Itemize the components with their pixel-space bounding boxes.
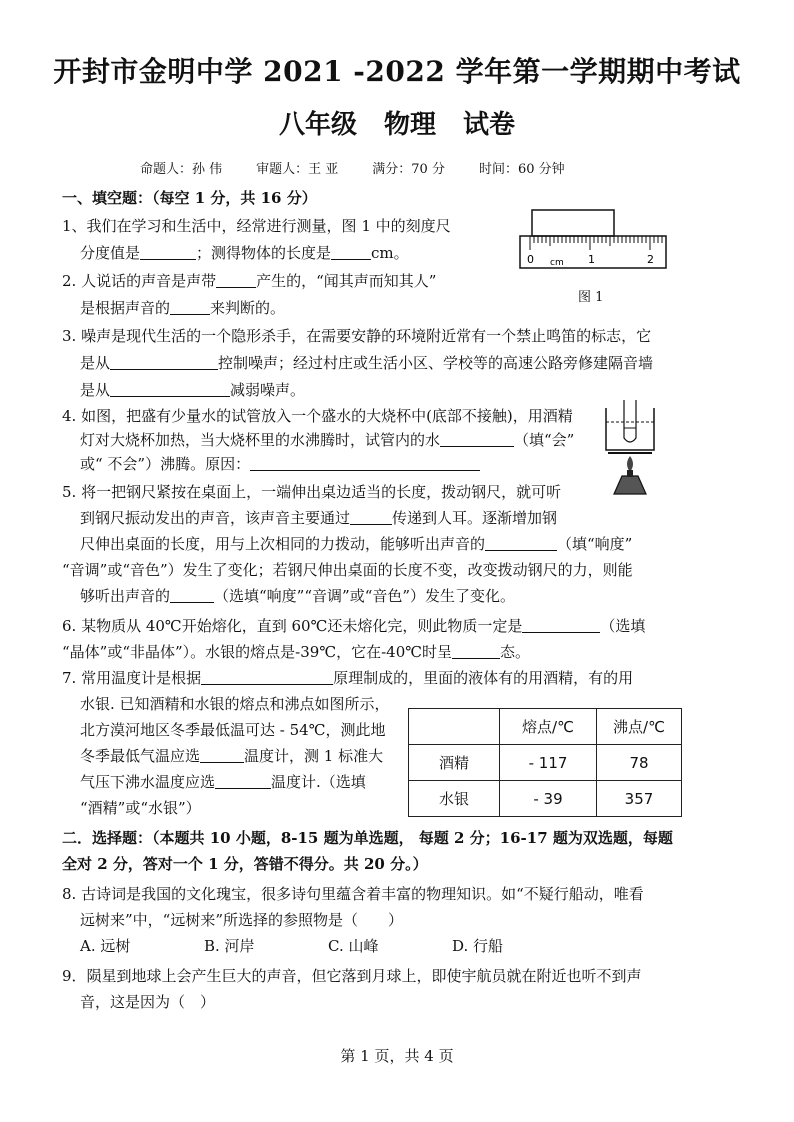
- q6-text-a: 6. 某物质从 40℃开始熔化，直到 60℃还未熔化完，则此物质一定是: [62, 617, 523, 635]
- beaker: [606, 408, 654, 450]
- q8-option-c[interactable]: C. 山峰: [328, 937, 379, 955]
- q2-blank-2[interactable]: [170, 300, 210, 315]
- q5-blank-3[interactable]: [170, 588, 214, 603]
- q2-line1: [62, 271, 436, 291]
- test-tube: [624, 400, 636, 442]
- q7-line1: [62, 668, 633, 688]
- q6-text-c: “晶体”或“非晶体”）。水银的熔点是-39℃，它在-40℃时呈: [62, 643, 453, 661]
- q6-blank-2[interactable]: [452, 644, 500, 659]
- measured-object: [532, 210, 614, 236]
- q8-options: [80, 936, 576, 956]
- ruler-ticks: [530, 236, 662, 250]
- table-cell: 357: [597, 781, 682, 817]
- table-header-row: [409, 709, 682, 745]
- q5-line1: 5. 将一把钢尺紧按在桌面上，一端伸出桌边适当的长度，拨动钢尺，就可听: [62, 483, 562, 501]
- table-cell: - 39: [500, 781, 597, 817]
- q5-line4: “音调”或“音色”）发生了变化；若钢尺伸出桌面的长度不变，改变拨动钢尺的力，则能: [62, 561, 633, 579]
- q4-text-a: 灯对大烧杯加热，当大烧杯里的水沸腾时，试管内的水: [80, 431, 441, 449]
- q5-text-d: （填“响度”: [557, 535, 633, 553]
- q3-line3: [80, 380, 305, 400]
- meta-full-score: 满分：70 分: [372, 162, 445, 177]
- q7-text-b: 原理制成的，里面的液体有的用酒精，有的用: [333, 669, 634, 687]
- exam-subtitle: 八年级 物理 试卷: [278, 110, 516, 140]
- q1-line1: 1、我们在学习和生活中，经常进行测量，图 1 中的刻度尺: [62, 217, 451, 235]
- q5-text-c: 尺伸出桌面的长度，用与上次相同的力拨动，能够听出声音的: [80, 535, 486, 553]
- q8-line2: 远树来”中，“远树来”所选择的参照物是（ ）: [80, 911, 404, 929]
- q7-line5: [80, 772, 366, 792]
- q3-line1: 3. 噪声是现代生活的一个隐形杀手，在需要安静的环境附近常有一个禁止鸣笛的标志，它: [62, 327, 652, 345]
- q6-text-d: 态。: [500, 643, 531, 661]
- flame: [627, 456, 633, 472]
- q1-blank-1[interactable]: [140, 245, 196, 260]
- q2-text-c: 是根据声音的: [80, 299, 171, 317]
- q1-text-b: ；测得物体的长度是: [196, 244, 332, 262]
- q5-text-b: 传递到人耳。逐渐增加钢: [392, 509, 558, 527]
- q3-line2: [80, 353, 653, 373]
- section1-heading: 一、填空题：（每空 1 分，共 16 分）: [62, 189, 317, 207]
- melting-boiling-table: [408, 708, 682, 817]
- beaker-figure: [600, 398, 670, 498]
- figure1-caption: 图 1: [578, 290, 604, 305]
- q1-blank-2[interactable]: [331, 245, 371, 260]
- q6-blank-1[interactable]: [522, 618, 600, 633]
- q3-text-d: 减弱噪声。: [230, 381, 306, 399]
- q9-line2: 音，这是因为（ ）: [80, 993, 216, 1011]
- table-header-empty: [409, 709, 500, 745]
- lamp-wick: [627, 470, 633, 477]
- meta-reviewer: 审题人：王 亚: [256, 162, 339, 177]
- ruler-figure: [518, 208, 668, 298]
- section2-heading-line2: 全对 2 分，答对一个 1 分，答错不得分。共 20 分。）: [62, 855, 428, 873]
- q6-line2: [62, 642, 530, 662]
- q5-blank-1[interactable]: [350, 510, 392, 525]
- q3-text-a: 是从: [80, 354, 111, 372]
- q5-text-e: 够听出声音的: [80, 587, 171, 605]
- q2-line2: [80, 298, 285, 318]
- q5-line3: [80, 534, 632, 554]
- q5-text-f: （选填“响度”“音调”或“音色”）发生了变化。: [214, 587, 516, 605]
- q3-text-c: 是从: [80, 381, 111, 399]
- q8-option-d[interactable]: D. 行船: [452, 937, 504, 955]
- q2-blank-1[interactable]: [216, 273, 256, 288]
- q4-line3: [80, 454, 480, 474]
- q5-line5: [80, 586, 515, 606]
- q4-blank-1[interactable]: [440, 432, 514, 447]
- q4-line2: [80, 430, 574, 450]
- q6-text-b: （选填: [600, 617, 646, 635]
- q5-blank-2[interactable]: [485, 536, 557, 551]
- alcohol-lamp: [614, 476, 646, 494]
- q4-text-c: 或“ 不会”）沸腾。原因：: [80, 455, 251, 473]
- q3-blank-2[interactable]: [110, 382, 230, 397]
- table-cell: 酒精: [409, 745, 500, 781]
- q4-line1: 4. 如图，把盛有少量水的试管放入一个盛水的大烧杯中(底部不接触)，用酒精: [62, 407, 573, 425]
- q7-text-f: 温度计.（选填: [271, 773, 366, 791]
- ruler-label-0: 0: [527, 253, 534, 266]
- table-header-boiling: 沸点/℃: [597, 709, 682, 745]
- q8-line1: 8. 古诗词是我国的文化瑰宝，很多诗句里蕴含着丰富的物理知识。如“不疑行船动，唯看: [62, 885, 644, 903]
- ruler-label-2: 2: [647, 253, 654, 266]
- q4-text-b: （填“会”: [514, 431, 575, 449]
- q2-text-b: 产生的，“闻其声而知其人”: [256, 272, 437, 290]
- q2-text-d: 来判断的。: [210, 299, 286, 317]
- table-row: [409, 745, 682, 781]
- q4-blank-2[interactable]: [250, 456, 480, 471]
- q3-text-b: 控制噪声；经过村庄或生活小区、学校等的高速公路旁修建隔音墙: [218, 354, 654, 372]
- q7-text-e: 气压下沸水温度应选: [80, 773, 216, 791]
- q7-blank-3[interactable]: [215, 774, 271, 789]
- q2-text-a: 2. 人说话的声音是声带: [62, 272, 217, 290]
- page-footer: 第 1 页，共 4 页: [340, 1047, 454, 1065]
- table-cell: 水银: [409, 781, 500, 817]
- q7-line2: 水银. 已知酒精和水银的熔点和沸点如图所示，: [80, 695, 390, 713]
- q3-blank-1[interactable]: [110, 355, 218, 370]
- q7-line3: 北方漠河地区冬季最低温可达 - 54℃，测此地: [80, 721, 386, 739]
- table-cell: - 117: [500, 745, 597, 781]
- q8-option-a[interactable]: A. 远树: [80, 937, 131, 955]
- q8-option-b[interactable]: B. 河岸: [204, 937, 255, 955]
- section2-heading-line1: 二．选择题：（本题共 10 小题，8-15 题为单选题， 每题 2 分；16-17 题为双选题，每题: [62, 829, 673, 847]
- q1-text-c: cm。: [371, 244, 409, 262]
- q7-text-a: 7. 常用温度计是根据: [62, 669, 202, 687]
- meta-author: 命题人：孙 伟: [140, 162, 223, 177]
- q7-line6: “酒精”或“水银”）: [80, 799, 201, 817]
- q1-line2: [80, 243, 409, 263]
- q6-line1: [62, 616, 645, 636]
- q1-text-a: 分度值是: [80, 244, 141, 262]
- q7-text-d: 温度计，测 1 标准大: [244, 747, 384, 765]
- table-header-melting: 熔点/℃: [500, 709, 597, 745]
- exam-meta: [140, 158, 565, 177]
- table-row: [409, 781, 682, 817]
- q7-blank-2[interactable]: [200, 748, 244, 763]
- exam-title: 开封市金明中学 2021 -2022 学年第一学期期中考试: [53, 55, 741, 88]
- q5-line2: [80, 508, 557, 528]
- q5-text-a: 到钢尺振动发出的声音，该声音主要通过: [80, 509, 351, 527]
- table-cell: 78: [597, 745, 682, 781]
- meta-time: 时间：60 分钟: [478, 162, 565, 177]
- q7-blank-1[interactable]: [201, 670, 333, 685]
- ruler-label-1: 1: [588, 253, 595, 266]
- q9-line1: 9．陨星到地球上会产生巨大的声音，但它落到月球上，即使宇航员就在附近也听不到声: [62, 967, 642, 985]
- q7-text-c: 冬季最低气温应选: [80, 747, 201, 765]
- q7-line4: [80, 746, 383, 766]
- ruler-unit: cm: [550, 258, 564, 268]
